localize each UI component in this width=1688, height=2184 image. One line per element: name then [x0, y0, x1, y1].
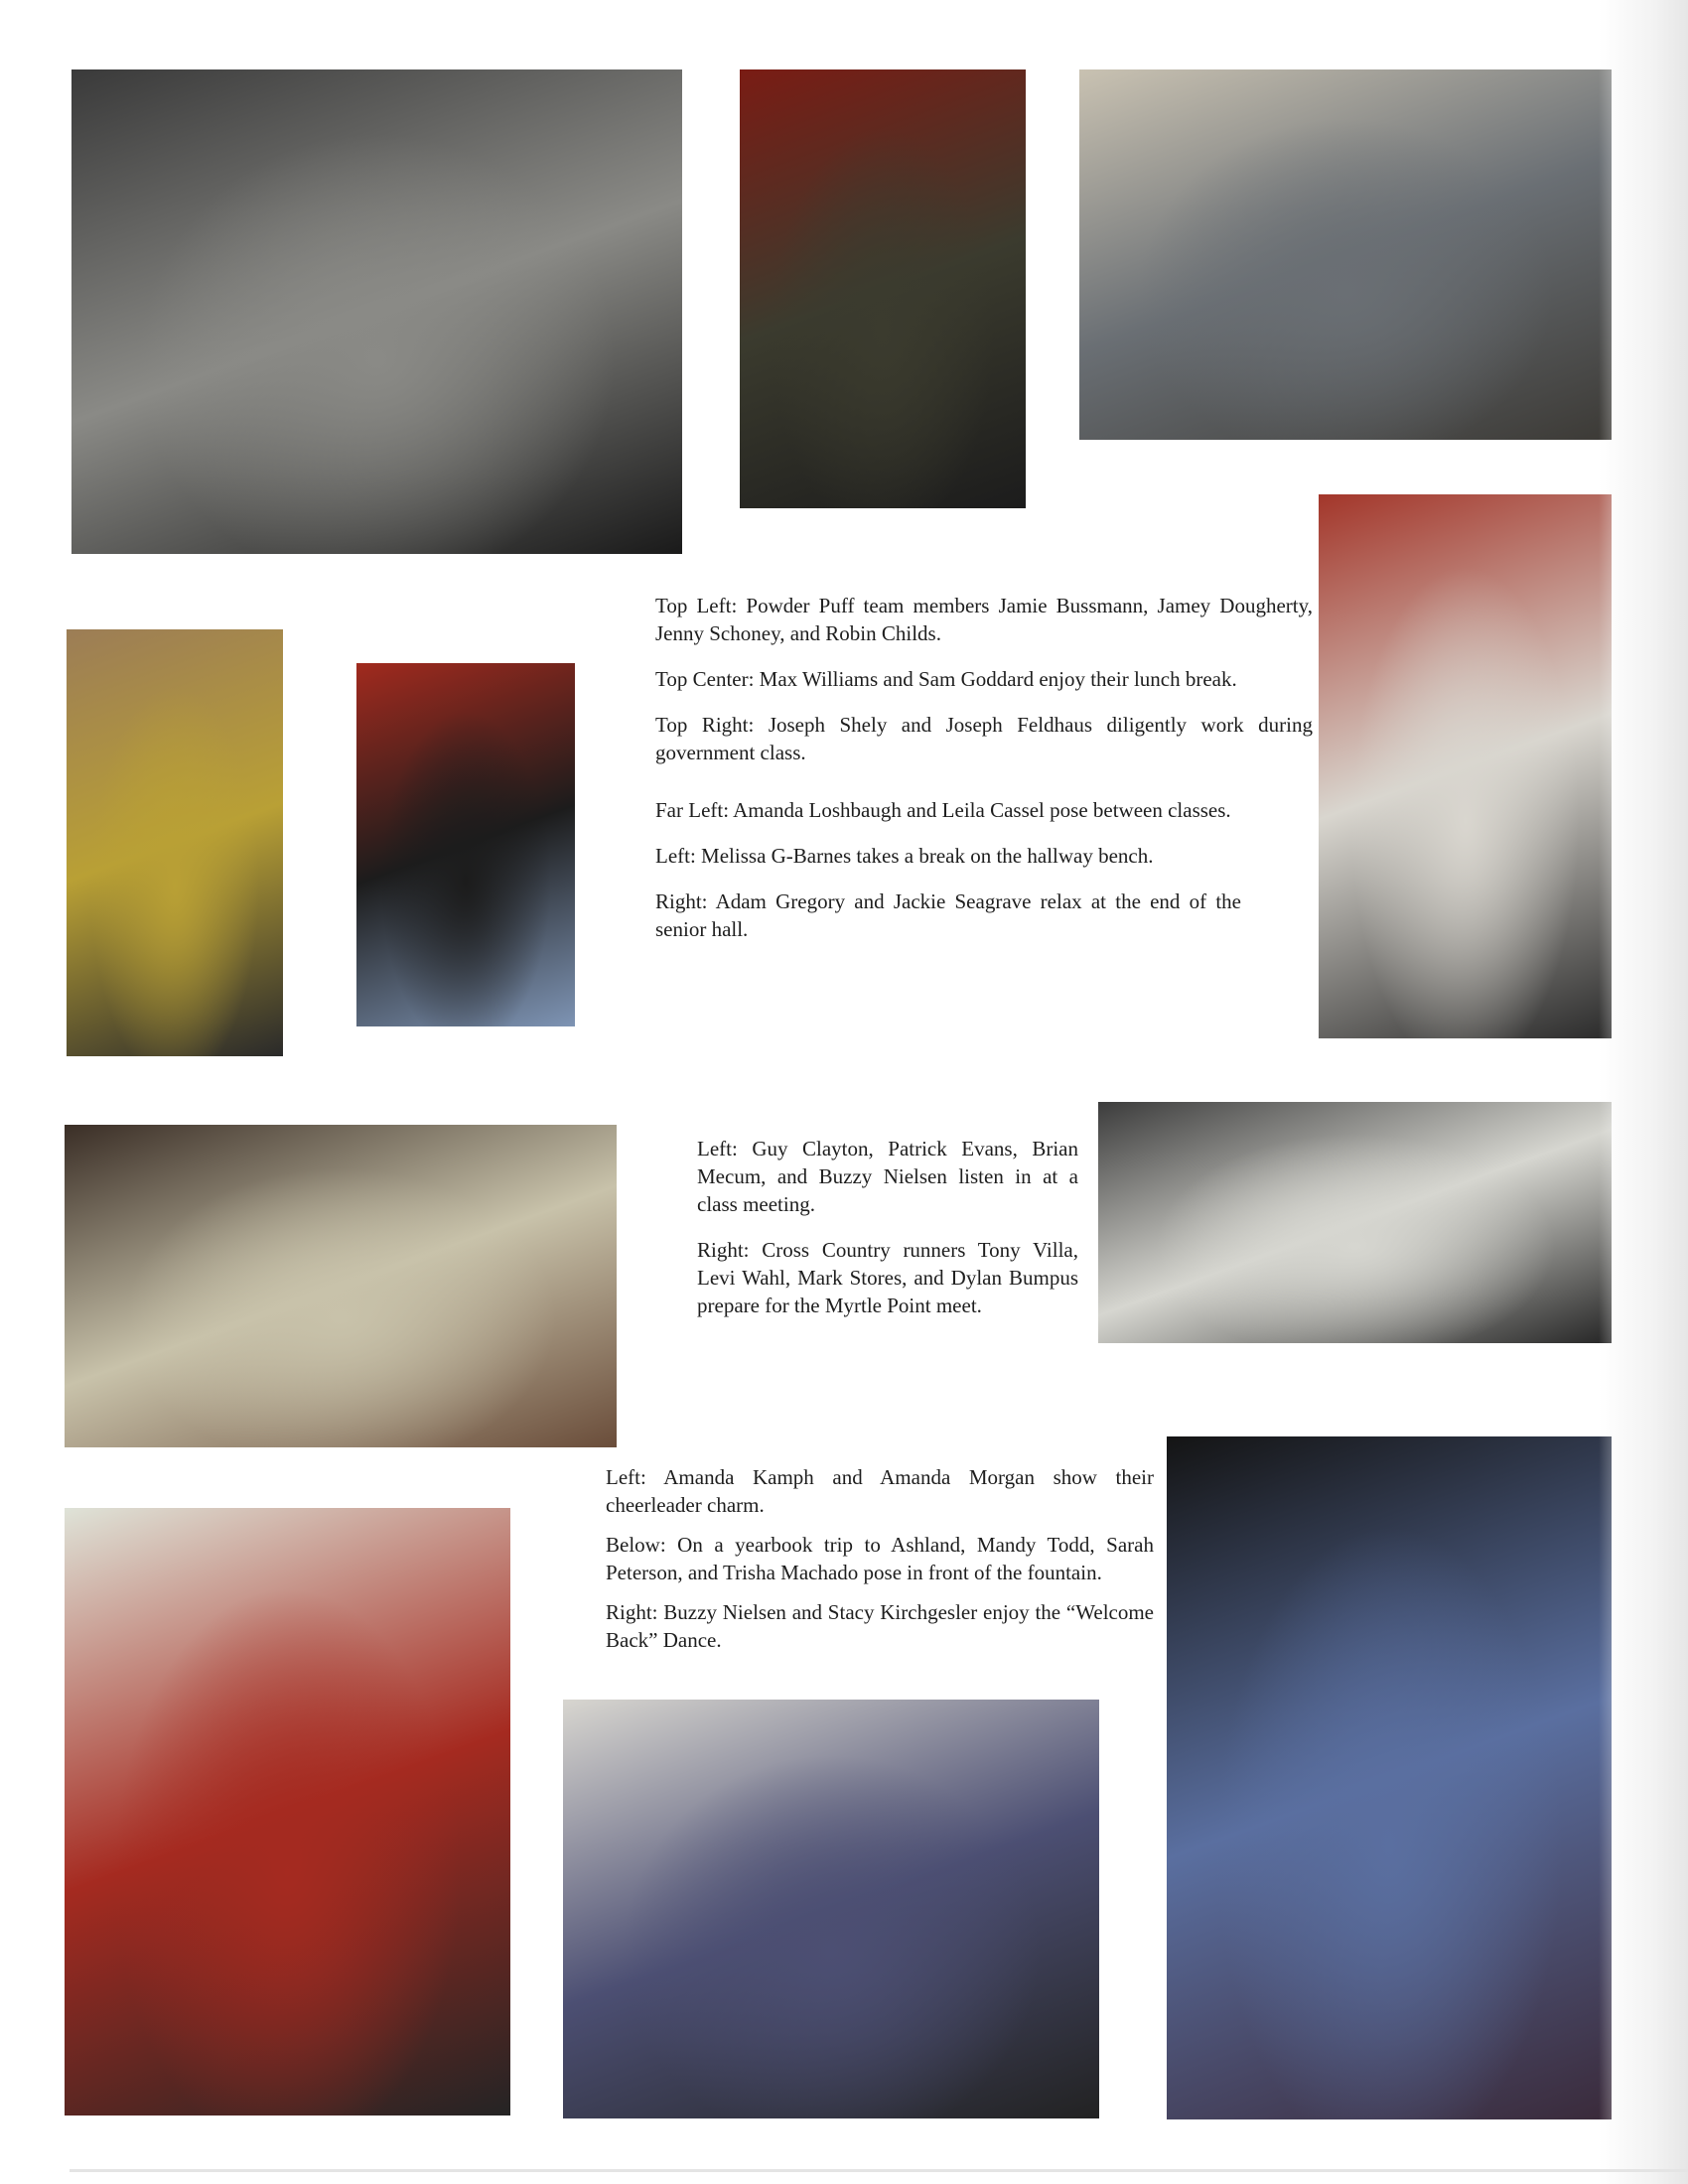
photo-cross-country — [1098, 1102, 1612, 1343]
caption-below-fountain: Below: On a yearbook trip to Ashland, Mandy Todd, Sarah Peterson, and Trisha Machado pose in front of the fountain. — [606, 1533, 1154, 1584]
photo-government-class — [1079, 69, 1612, 440]
caption-top-left: Top Left: Powder Puff team members Jamie Bussmann, Jamey Dougherty, Jenny Schoney, and Robin Childs. — [655, 594, 1313, 645]
caption-right-senior-hall: Right: Adam Gregory and Jackie Seagrave relax at the end of the senior hall. — [655, 889, 1241, 941]
caption-left-class-meeting: Left: Guy Clayton, Patrick Evans, Brian Mecum, and Buzzy Nielsen listen in at a class meeting. — [697, 1137, 1078, 1216]
photo-between-classes — [67, 629, 283, 1056]
photo-cheerleaders — [65, 1508, 510, 2116]
photo-hallway-bench — [356, 663, 575, 1026]
caption-top-right: Top Right: Joseph Shely and Joseph Feldhaus diligently work during government class. — [655, 713, 1313, 764]
caption-far-left: Far Left: Amanda Loshbaugh and Leila Cassel pose between classes. — [655, 798, 1231, 822]
bottom-rule — [70, 2169, 1688, 2172]
caption-block-bottom — [606, 1463, 1154, 1672]
photo-lunch-break — [740, 69, 1026, 508]
caption-left-bench: Left: Melissa G-Barnes takes a break on the hallway bench. — [655, 844, 1154, 868]
photo-welcome-back-dance — [1167, 1436, 1612, 2119]
page-edge-shadow — [1599, 0, 1688, 2184]
caption-block-middle — [697, 1135, 1078, 1337]
photo-class-meeting — [65, 1125, 617, 1447]
photo-senior-hall — [1319, 494, 1612, 1038]
caption-right-cross-country: Right: Cross Country runners Tony Villa, Levi Wahl, Mark Stores, and Dylan Bumpus prepare for the Myrtle Point meet. — [697, 1238, 1078, 1317]
caption-left-cheerleaders: Left: Amanda Kamph and Amanda Morgan show their cheerleader charm. — [606, 1465, 1154, 1517]
photo-fountain — [563, 1700, 1099, 2118]
photo-powder-puff — [71, 69, 682, 554]
caption-block-top — [655, 592, 1313, 961]
caption-top-center: Top Center: Max Williams and Sam Goddard enjoy their lunch break. — [655, 667, 1237, 691]
caption-right-dance: Right: Buzzy Nielsen and Stacy Kirchgesler enjoy the “Welcome Back” Dance. — [606, 1600, 1154, 1652]
